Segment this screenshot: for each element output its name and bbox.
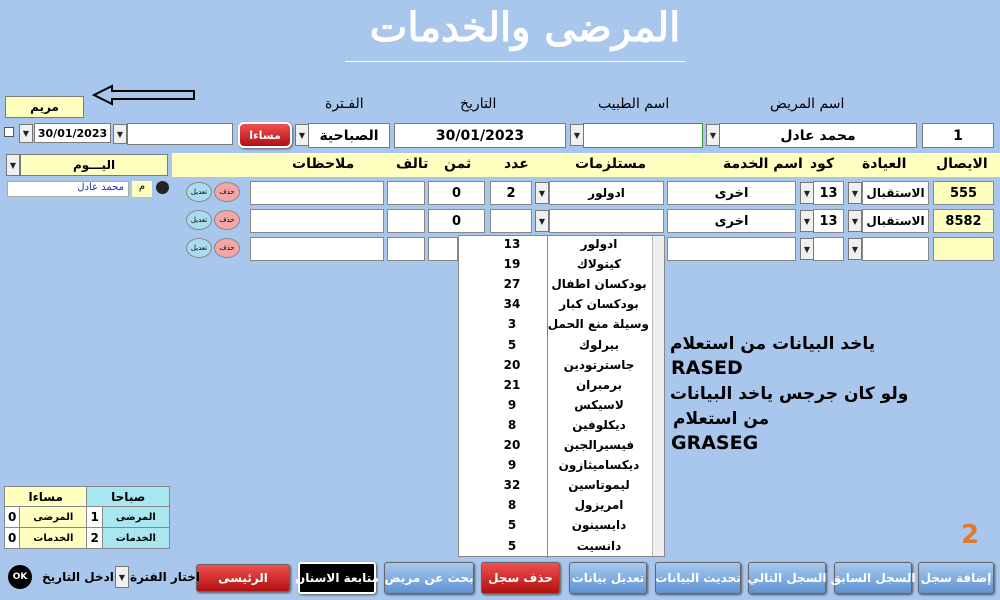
stats-morning-patients: 1 — [87, 507, 102, 528]
supply-qty: 5 — [507, 337, 517, 352]
row1-supply-dropdown-icon[interactable]: ▼ — [535, 182, 549, 204]
evening-button[interactable]: مساءا — [238, 122, 292, 148]
list-scrollbar[interactable] — [652, 236, 664, 556]
supply-name: بودكسان اطفال — [551, 277, 647, 292]
doctor-dropdown-icon[interactable]: ▼ — [570, 124, 584, 146]
supply-name: كيتولاك — [576, 257, 622, 272]
supply-name: وسيلة منع الحمل — [547, 317, 649, 332]
supply-list-item[interactable] — [459, 438, 649, 458]
side-entry-marker: م — [132, 181, 152, 197]
supply-qty: 9 — [507, 397, 517, 412]
row1-delete-button[interactable]: حذف — [214, 182, 240, 202]
date-field[interactable]: 30/01/2023 — [394, 123, 566, 148]
col-notes: ملاحظات — [292, 156, 355, 172]
row1-edit-button[interactable]: تعديل — [186, 182, 212, 202]
supply-qty: 21 — [503, 377, 521, 392]
arrow-left-icon — [92, 84, 197, 106]
period-dropdown-icon[interactable]: ▼ — [295, 124, 309, 146]
enter-date-label: ادخل التاريخ — [42, 570, 114, 584]
supply-name: جاسترتودين — [563, 357, 635, 372]
filter-checkbox[interactable] — [4, 127, 14, 137]
row3-code-dropdown-icon[interactable]: ▼ — [800, 238, 814, 260]
note-line4: من استعلام — [673, 409, 770, 429]
row3-clinic-dropdown-icon[interactable]: ▼ — [848, 238, 862, 260]
stats-services-label-morning: الخدمات — [102, 528, 169, 549]
row1-clinic[interactable]: الاستقبال — [862, 181, 929, 205]
row1-clinic-dropdown-icon[interactable]: ▼ — [848, 182, 862, 204]
page-title: المرضى والخدمات — [369, 4, 681, 51]
supply-name: امريزول — [574, 498, 624, 513]
supply-qty: 13 — [503, 237, 521, 251]
doctor-field[interactable] — [583, 123, 703, 148]
row2-clinic[interactable]: الاستقبال — [862, 209, 929, 233]
supply-name: بودكسان كبار — [559, 297, 639, 312]
note-line3: ولو كان جرجس ياخد البيانات — [670, 384, 909, 404]
supply-list-item[interactable] — [459, 458, 649, 478]
receipt-number-field[interactable]: 1 — [922, 123, 994, 148]
refresh-data-button[interactable]: تحديث البيانات — [655, 562, 741, 594]
supply-list-item[interactable] — [459, 398, 649, 418]
filter-date-dropdown-icon[interactable]: ▼ — [19, 124, 33, 143]
supply-name: دايسينون — [571, 518, 627, 533]
row2-code-dropdown-icon[interactable]: ▼ — [800, 210, 814, 232]
supply-name: بيرلوك — [579, 337, 619, 352]
day-field[interactable]: اليـــوم — [20, 154, 168, 176]
supply-qty: 9 — [507, 458, 517, 473]
patient-name-label: اسم المريض — [770, 96, 845, 112]
supply-qty: 8 — [507, 498, 517, 513]
row2-damaged[interactable] — [387, 209, 425, 233]
row1-service[interactable]: اخرى — [667, 181, 796, 205]
row1-supply[interactable]: ادولور — [549, 181, 664, 205]
patient-name-field[interactable]: محمد عادل — [719, 123, 917, 148]
supply-list-item[interactable] — [459, 358, 649, 378]
ok-button[interactable]: OK — [8, 565, 32, 589]
supply-qty: 5 — [507, 538, 517, 553]
row3-service[interactable] — [667, 237, 796, 261]
supply-qty: 34 — [503, 297, 521, 312]
stats-evening-services: 0 — [5, 528, 20, 549]
supply-qty: 27 — [503, 277, 521, 292]
row3-receipt[interactable] — [933, 237, 994, 261]
supply-list-item[interactable] — [459, 237, 649, 257]
supply-list-item[interactable] — [459, 277, 649, 297]
row1-code-dropdown-icon[interactable]: ▼ — [800, 182, 814, 204]
row2-clinic-dropdown-icon[interactable]: ▼ — [848, 210, 862, 232]
col-count: عدد — [504, 156, 529, 172]
side-patient-name[interactable]: محمد عادل — [7, 181, 129, 197]
supply-qty: 19 — [503, 257, 521, 272]
row2-receipt[interactable]: 8582 — [933, 209, 994, 233]
row3-clinic[interactable] — [862, 237, 929, 261]
note-line2: RASED — [671, 357, 743, 379]
row1-receipt[interactable]: 555 — [933, 181, 994, 205]
home-button[interactable]: الرئيسى — [196, 564, 290, 592]
supply-list-item[interactable] — [459, 518, 649, 538]
stats-services-label-evening: الخدمات — [20, 528, 87, 549]
row3-delete-button[interactable]: حذف — [214, 238, 240, 258]
supply-name: فيسيرالجين — [563, 438, 635, 452]
supplies-dropdown-list[interactable] — [458, 235, 665, 557]
stats-evening-patients: 0 — [5, 507, 20, 528]
stats-morning-header: صباحا — [87, 487, 170, 507]
supply-name: ديكلوفين — [572, 417, 626, 432]
supply-qty: 20 — [503, 357, 521, 372]
date-label: التاريخ — [460, 96, 497, 112]
row2-edit-button[interactable]: تعديل — [186, 210, 212, 230]
supply-qty: 32 — [503, 478, 521, 493]
col-supplies: مستلزمات — [575, 156, 647, 172]
row2-price[interactable]: 0 — [428, 209, 485, 233]
col-receipt: الايصال — [936, 156, 988, 172]
dental-followup-button[interactable]: متابعة الاسنان — [298, 562, 376, 594]
col-damaged: تالف — [396, 156, 429, 172]
col-price: ثمن — [444, 156, 472, 172]
filter-dropdown-icon[interactable]: ▼ — [113, 124, 127, 144]
supply-list-item[interactable] — [459, 317, 649, 337]
stats-table — [4, 486, 170, 549]
supply-name: دانسيت — [576, 538, 622, 553]
supply-name: ادولور — [580, 237, 618, 251]
supply-list-item[interactable] — [459, 378, 649, 398]
stats-evening-header: مساءا — [5, 487, 87, 507]
user-tag: مريم — [5, 96, 84, 118]
period-field[interactable]: الصباحية — [308, 123, 390, 148]
day-dropdown-icon[interactable]: ▼ — [6, 154, 20, 176]
supply-qty: 8 — [507, 417, 517, 432]
supply-list-item[interactable] — [459, 297, 649, 317]
title-underline — [345, 61, 685, 62]
col-service-name: اسم الخدمة — [723, 156, 803, 172]
filter-date-field[interactable]: 30/01/2023 — [34, 123, 111, 143]
record-dot-icon[interactable] — [156, 181, 169, 194]
supply-name: ديكساميثازون — [558, 458, 640, 473]
row2-code[interactable]: 13 — [813, 209, 844, 233]
supply-name: لاسيكس — [574, 397, 624, 412]
row2-service[interactable]: اخرى — [667, 209, 796, 233]
stats-patients-label-morning: المرضى — [102, 507, 169, 528]
supply-list-item[interactable] — [459, 478, 649, 498]
page-number: 2 — [961, 520, 980, 550]
prev-record-button[interactable]: السجل السابق — [834, 562, 912, 594]
search-patient-button[interactable]: بحث عن مريض — [384, 562, 474, 594]
period-label: الفـترة — [325, 96, 364, 112]
row1-count[interactable]: 2 — [490, 181, 532, 205]
stats-patients-label-evening: المرضى — [20, 507, 87, 528]
row2-supply[interactable] — [549, 209, 664, 233]
doctor-label: اسم الطبيب — [598, 96, 670, 112]
supply-list-item[interactable] — [459, 338, 649, 358]
col-clinic: العيادة — [862, 156, 907, 172]
row1-price[interactable]: 0 — [428, 181, 485, 205]
row2-supply-dropdown-icon[interactable]: ▼ — [535, 210, 549, 232]
supply-list-item[interactable] — [459, 498, 649, 518]
choose-period-label: اختار الفترة — [130, 570, 200, 584]
row3-price[interactable] — [428, 237, 458, 261]
period-select-dropdown-icon[interactable]: ▼ — [115, 566, 129, 588]
supply-list-item[interactable] — [459, 539, 649, 559]
note-line5: GRASEG — [671, 432, 759, 454]
supply-qty: 3 — [507, 317, 517, 332]
row3-damaged[interactable] — [387, 237, 425, 261]
row3-edit-button[interactable]: تعديل — [186, 238, 212, 258]
supply-qty: 5 — [507, 518, 517, 533]
stats-morning-services: 2 — [87, 528, 102, 549]
edit-data-button[interactable]: تعديل بيانات — [569, 562, 647, 594]
note-line1: ياخد البيانات من استعلام — [670, 334, 876, 354]
row1-notes[interactable] — [250, 181, 384, 205]
add-record-button[interactable]: إضافة سجل — [918, 562, 994, 594]
row3-notes[interactable] — [250, 237, 384, 261]
supply-name: برمبران — [575, 377, 623, 392]
delete-record-button[interactable]: حذف سجل — [481, 562, 560, 594]
row3-code[interactable] — [813, 237, 844, 261]
row2-count[interactable] — [490, 209, 532, 233]
row2-notes[interactable] — [250, 209, 384, 233]
row1-code[interactable]: 13 — [813, 181, 844, 205]
filter-field[interactable] — [127, 123, 233, 145]
row1-damaged[interactable] — [387, 181, 425, 205]
supply-list-item[interactable] — [459, 257, 649, 277]
patient-dropdown-icon[interactable]: ▼ — [706, 124, 720, 146]
row2-delete-button[interactable]: حذف — [214, 210, 240, 230]
supply-qty: 20 — [503, 438, 521, 452]
next-record-button[interactable]: السجل التالي — [748, 562, 826, 594]
supply-list-item[interactable] — [459, 418, 649, 438]
col-code: كود — [810, 156, 835, 172]
supply-name: ليموتاسين — [568, 478, 630, 493]
